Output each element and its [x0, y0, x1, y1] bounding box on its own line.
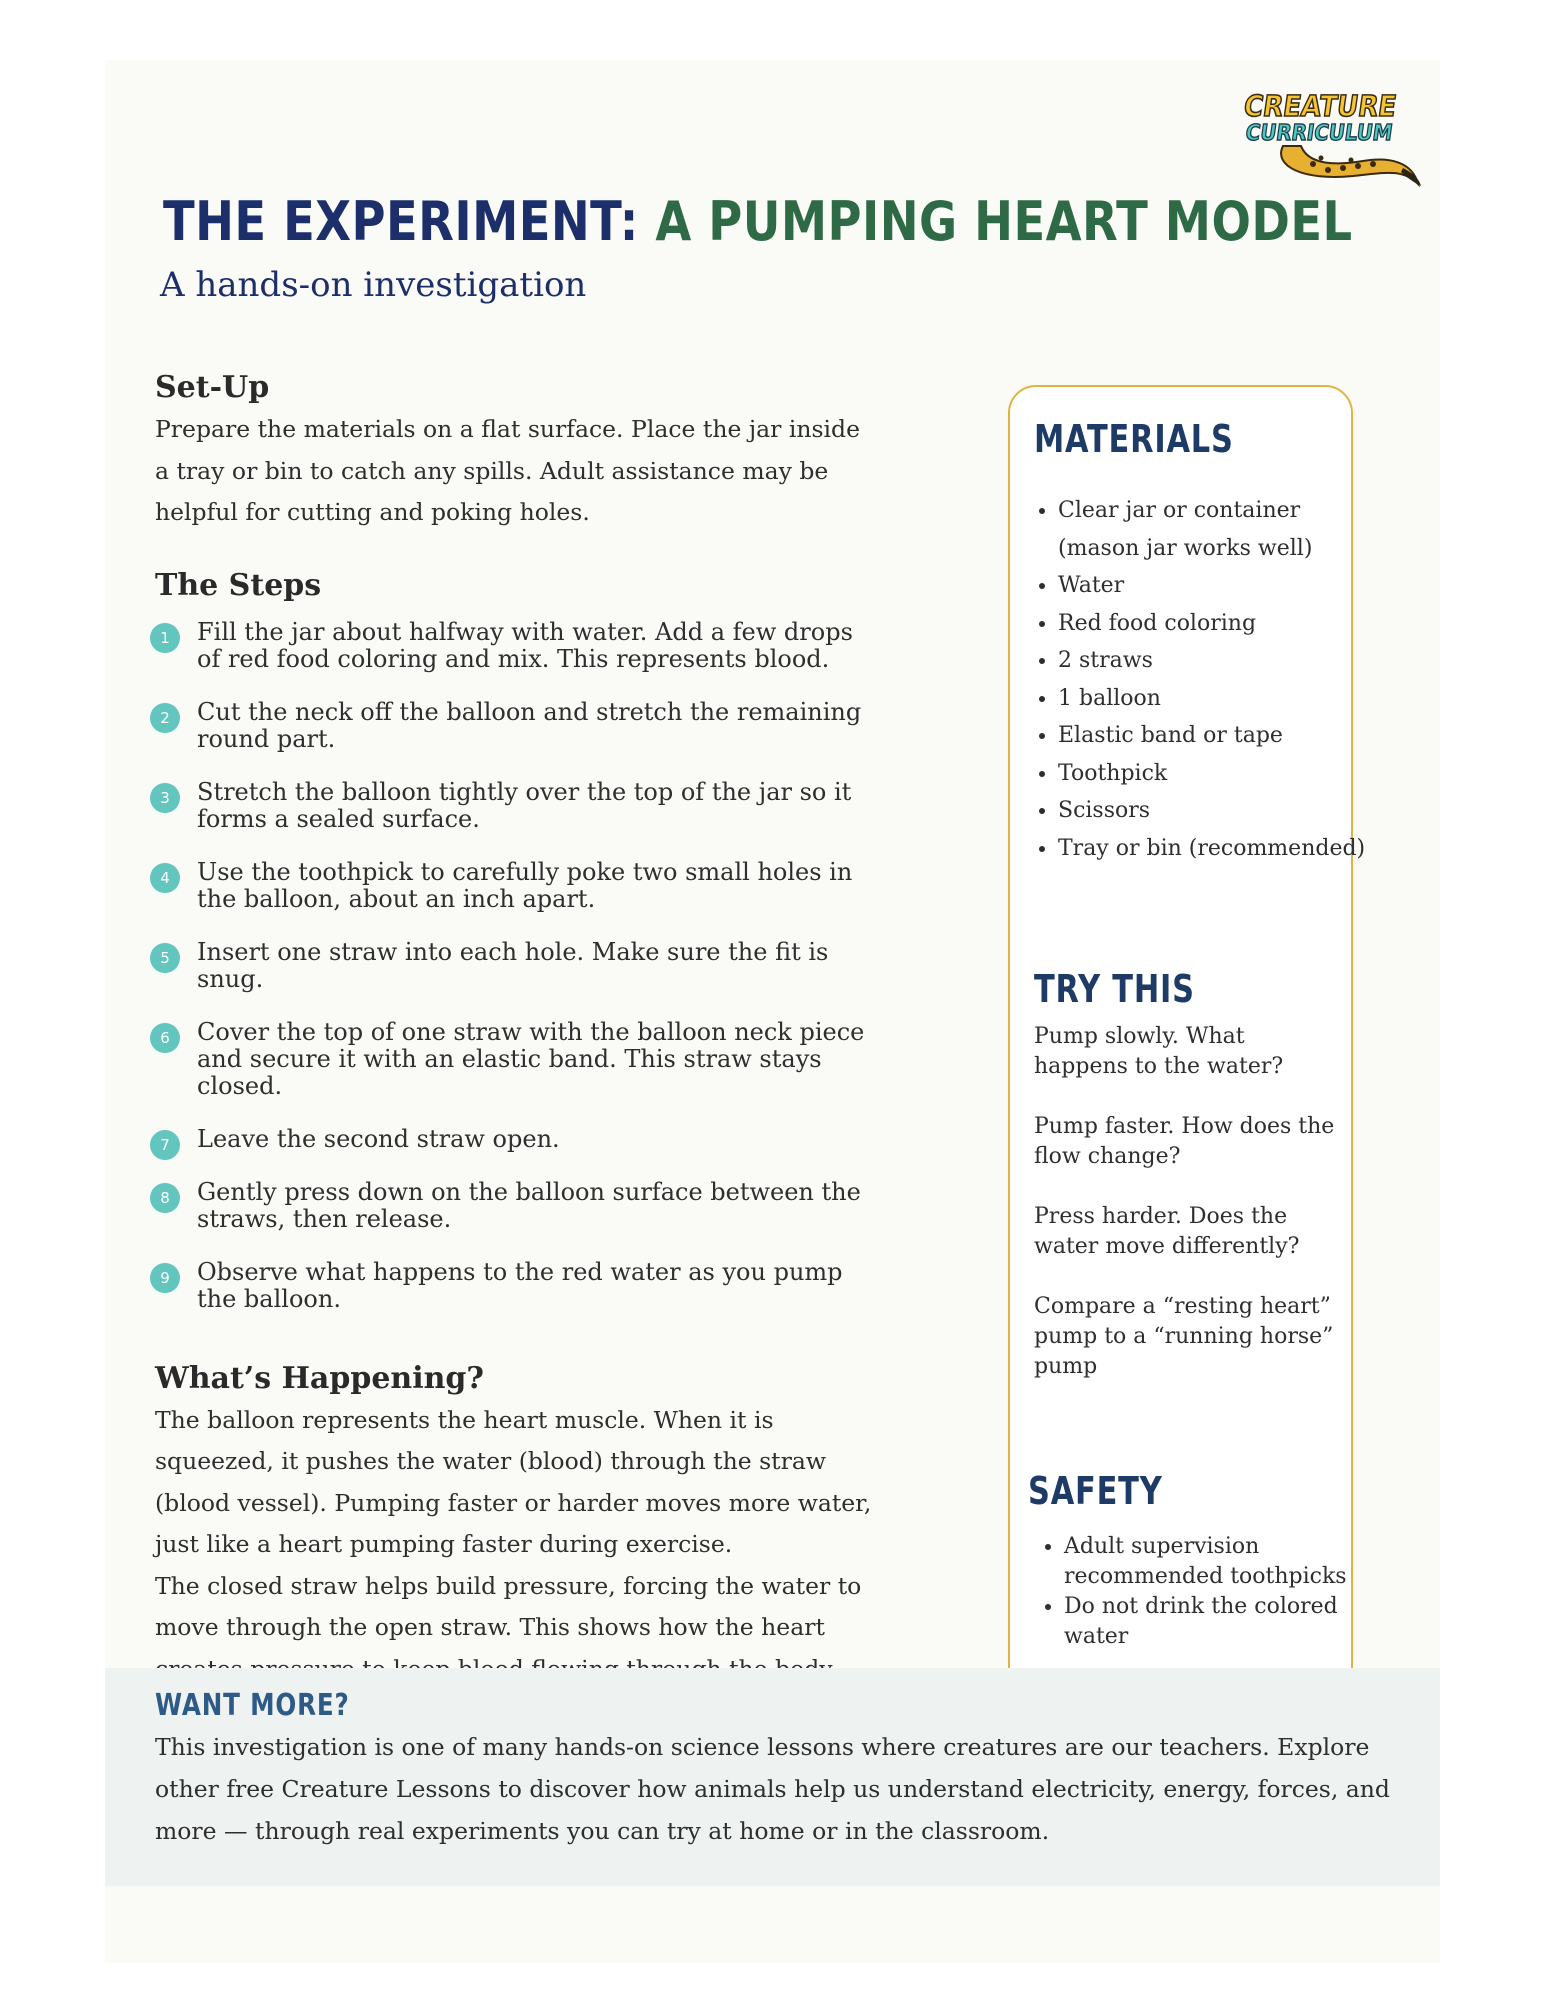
step-item	[155, 1259, 875, 1313]
step-number-badge: 9	[150, 1263, 180, 1293]
step-item	[155, 939, 875, 993]
main-column	[155, 370, 875, 1690]
steps-heading: The Steps	[155, 567, 322, 603]
happening-heading: What’s Happening?	[155, 1360, 484, 1396]
step-text: Use the toothpick to carefully poke two small holes in the balloon, about an inch apart.	[197, 857, 853, 913]
cheetah-tail-logo-icon	[1243, 76, 1428, 188]
want-more-banner	[105, 1668, 1440, 1886]
safety-item: • Adult supervision recommended toothpicks	[1064, 1532, 1364, 1592]
step-number-badge: 6	[150, 1023, 180, 1053]
try-this-item: Compare a “resting heart” pump to a “running horse” pump	[1034, 1294, 1334, 1379]
step-text: Cut the neck off the balloon and stretch the remaining round part.	[197, 697, 862, 753]
step-number-badge: 4	[150, 863, 180, 893]
step-number-badge: 8	[150, 1183, 180, 1213]
step-text: Leave the second straw open.	[197, 1124, 560, 1153]
try-this-item: Pump faster. How does the flow change?	[1034, 1114, 1335, 1169]
step-item	[155, 1019, 875, 1100]
materials-item: • Clear jar or container (mason jar works well)	[1058, 492, 1368, 567]
step-item	[155, 699, 875, 753]
step-number-badge: 1	[150, 623, 180, 653]
want-more-heading: WANT MORE?	[155, 1688, 350, 1723]
safety-item: • Do not drink the colored water	[1064, 1592, 1364, 1652]
materials-item: • Tray or bin (recommended)	[1058, 830, 1368, 868]
setup-heading: Set-Up	[155, 370, 270, 405]
step-number-badge: 2	[150, 703, 180, 733]
step-text: Stretch the balloon tightly over the top of the jar so it forms a sealed surface.	[197, 777, 852, 833]
step-text: Insert one straw into each hole. Make sure the fit is snug.	[197, 937, 829, 993]
step-item	[155, 779, 875, 833]
page-subtitle: A hands-on investigation	[160, 265, 587, 305]
step-number-badge: 7	[150, 1130, 180, 1160]
step-number-badge: 5	[150, 943, 180, 973]
materials-item: • Scissors	[1058, 792, 1368, 830]
logo-line2: CURRICULUM	[1244, 119, 1395, 146]
step-text: Observe what happens to the red water as you pump the balloon.	[197, 1257, 843, 1313]
try-this-heading: TRY THIS	[1034, 967, 1195, 1011]
safety-heading: SAFETY	[1028, 1469, 1163, 1513]
page-title	[163, 190, 1353, 253]
try-this-list	[1034, 1022, 1344, 1412]
try-this-item: Pump slowly. What happens to the water?	[1034, 1024, 1284, 1079]
materials-heading: MATERIALS	[1034, 417, 1234, 461]
step-text: Fill the jar about halfway with water. Add a few drops of red food coloring and mix. This represents blood.	[197, 617, 853, 673]
happening-text-2: The closed straw helps build pressure, forcing the water to move through the open straw. This shows how the heart	[155, 1571, 862, 1641]
title-part2: A PUMPING HEART MODEL	[655, 190, 1353, 253]
try-this-item: Press harder. Does the water move differently?	[1034, 1204, 1300, 1259]
materials-list	[1034, 492, 1368, 867]
step-item	[155, 1126, 875, 1153]
happening-text-1: The balloon represents the heart muscle. When it is squeezed, it pushes the water (blood) through the straw (blood vessel). Pumping faster or harder moves more water, just like a heart pumping faster during exercise.	[155, 1405, 872, 1558]
step-number-badge: 3	[150, 783, 180, 813]
safety-list	[1040, 1532, 1364, 1652]
logo-line1: CREATURE	[1243, 88, 1399, 124]
step-item	[155, 1179, 875, 1233]
sidebar-panel	[1008, 385, 1366, 1707]
step-text: Cover the top of one straw with the balloon neck piece and secure it with an elastic band. This straw stays closed.	[197, 1017, 865, 1100]
worksheet-page	[105, 60, 1440, 1963]
step-item	[155, 619, 875, 673]
materials-item: • 1 balloon	[1058, 680, 1368, 718]
materials-item: • Water	[1058, 567, 1368, 605]
steps-list	[155, 619, 875, 1313]
title-part1: THE EXPERIMENT:	[163, 190, 639, 253]
materials-item: • 2 straws	[1058, 642, 1368, 680]
creature-curriculum-logo	[1243, 76, 1428, 188]
setup-text: Prepare the materials on a flat surface. Place the jar inside a tray or bin to catch any spills. Adult assistance may be helpful for cutting and poking holes.	[155, 415, 861, 526]
step-item	[155, 859, 875, 913]
step-text: Gently press down on the balloon surface between the straws, then release.	[197, 1177, 861, 1233]
want-more-text: This investigation is one of many hands-on science lessons where creatures are our teachers. Explore other free Creature Lessons to discover how animals help us understand electricity, energy, forces, and more — through real experiments you can try at home or in the classroom.	[155, 1733, 1390, 1845]
materials-item: • Red food coloring	[1058, 605, 1368, 643]
materials-item: • Elastic band or tape	[1058, 717, 1368, 755]
materials-item: • Toothpick	[1058, 755, 1368, 793]
